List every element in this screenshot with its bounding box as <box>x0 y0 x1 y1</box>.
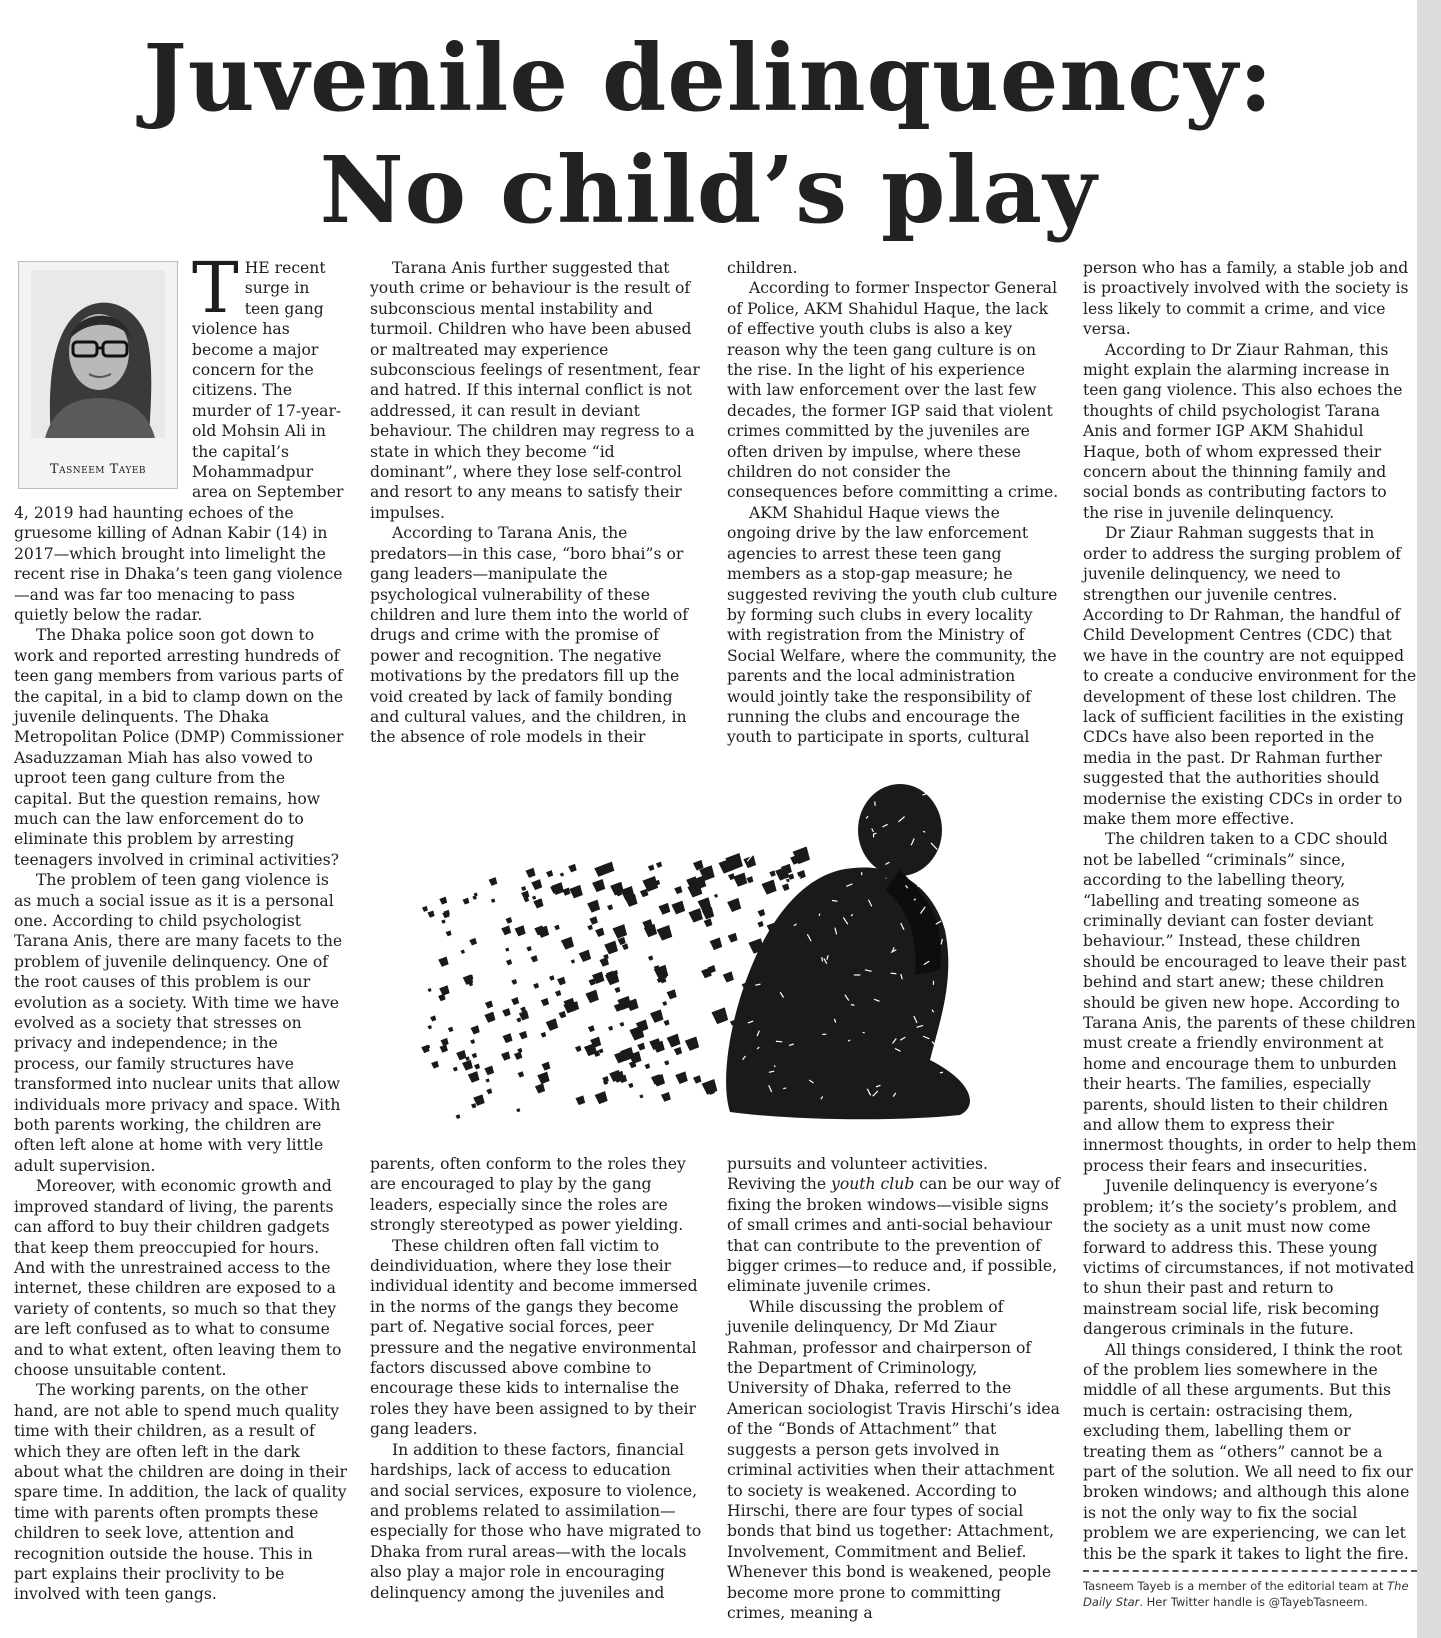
crack-line <box>822 957 823 961</box>
fragment <box>456 1050 466 1060</box>
fragment <box>727 898 741 912</box>
paragraph: parents, often conform to the roles they are encouraged to play by the gang leaders, especially since the roles are strongly stereotyped as power yielding. <box>370 1155 686 1235</box>
fragment <box>427 911 434 918</box>
fragment <box>588 1025 595 1032</box>
fragment <box>516 1108 520 1112</box>
crack-line <box>777 844 782 846</box>
fragment <box>501 1051 510 1060</box>
crack-line <box>941 799 944 800</box>
fragment <box>535 1083 545 1093</box>
fragment <box>505 947 509 951</box>
fragment <box>532 896 536 900</box>
fragment <box>733 873 747 887</box>
fragment <box>515 925 526 936</box>
fragment <box>469 938 477 946</box>
fragment <box>521 886 526 891</box>
fragment <box>639 1094 643 1098</box>
paragraph: In addition to these factors, financial hardships, lack of access to education and social services, exposure to violence, and problems related to assimilation—especially for those who have migrated to Dhaka from rural areas—with the locals also play a major role in encouraging delinquency among the juveniles and <box>370 1440 702 1602</box>
fragment <box>667 989 677 999</box>
crack-line <box>782 838 786 844</box>
fragment <box>561 937 574 950</box>
fragment <box>541 998 549 1006</box>
crack-line <box>767 841 772 842</box>
fragment <box>472 1053 478 1059</box>
fragment <box>614 987 620 993</box>
fragment <box>471 1025 480 1034</box>
fragment <box>546 1018 558 1030</box>
crack-line <box>832 900 837 901</box>
fragment <box>526 946 531 951</box>
fragment <box>468 1071 480 1083</box>
fragment <box>797 870 806 879</box>
fragment <box>489 877 498 886</box>
fragment <box>568 864 576 872</box>
author-portrait <box>18 261 178 489</box>
article-column-4 <box>1083 258 1417 1564</box>
fragment <box>704 918 713 927</box>
fragment <box>441 1038 449 1046</box>
fragment <box>664 1060 669 1065</box>
paragraph: person who has a family, a stable job and is proactively involved with the society is less likely to commit a crime, and vice versa. <box>1083 259 1409 339</box>
fragment <box>587 925 593 931</box>
paragraph: AKM Shahidul Haque views the ongoing drive by the law enforcement agencies to arrest these teen gang members as a stop-gap measure; he suggested reviving the youth club culture by forming such clubs in every locality with registration from the Ministry of Social Welfare, where the community, the parents and the local administration would jointly take the responsibility of running the clubs and encourage the youth to participate in sports, cultural <box>727 503 1058 747</box>
fragment <box>579 950 591 962</box>
fragment <box>533 898 543 908</box>
fragment <box>462 898 469 905</box>
fragment <box>514 1051 522 1059</box>
crack-line <box>792 822 798 826</box>
fragment <box>612 924 627 939</box>
crack-line <box>783 1088 786 1089</box>
crack-line <box>967 998 969 1001</box>
fragment <box>554 925 560 931</box>
fragment <box>667 1034 681 1048</box>
paragraph: The problem of teen gang violence is as much a social issue as it is a personal one. According to child psychologist Tarana Anis, there are many facets to the problem of juvenile delinquency. One of the root causes of this problem is our evolution as a society. With time we have evolved as a society that stresses on privacy and independence; in the process, our family structures have transformed into nuclear units that allow individuals more privacy and space. With both parents working, the children are often left alone at home with very little adult supervision. <box>14 871 343 1175</box>
fragment <box>648 864 655 871</box>
paragraph-text: HE recent surge in teen gang violence has become a major concern for the citizens. The murder of 17-year-old Mohsin Ali in the capital’s Mohammadpur area on September 4, 2019 had haunting echoes of the gruesome killing of Adnan Kabir (14) in 2017—which brought into limelight the recent rise in Dhaka’s teen gang violence—and was far too menacing to pass quietly below the radar. <box>14 259 344 624</box>
article-column-2-bottom <box>370 1154 704 1603</box>
paragraph: Tarana Anis further suggested that youth crime or behaviour is the result of subconscious mental instability and turmoil. Children who have been abused or maltreated may experience subconscious feelings of resentment, fear and hatred. If this internal conflict is not addressed, it can result in deviant behaviour. The children may regress to a state in which they become “id dominant”, where they lose self-control and resort to any means to satisfy their impulses. <box>370 259 700 522</box>
fragment <box>537 1072 549 1084</box>
paragraph-text: pursuits and volunteer activities. Reviving the <box>727 1155 988 1194</box>
crack-line <box>964 952 966 956</box>
crack-line <box>776 1041 782 1042</box>
crack-line <box>761 857 766 860</box>
paragraph: The children taken to a CDC should not be labelled “criminals” since, according to the labelling theory, “labelling and treating someone as criminally deviant can foster deviant behaviour.” Instead, these children should be encouraged to leave their past behind and start anew; these children should be given new hope. According to Tarana Anis, the parents of these children must create a friendly environment at home and encourage them to unburden their hearts. The families, especially parents, should listen to their children and allow them to express their innermost thoughts, in order to help them process their fears and insecurities. <box>1083 830 1417 1175</box>
headline-line-2: No child’s play <box>319 136 1098 244</box>
newspaper-name: The Daily Star <box>1083 1579 1409 1609</box>
fragment <box>604 941 618 955</box>
fragment <box>521 891 529 899</box>
paragraph: Moreover, with economic growth and improved standard of living, the parents can afford to buy their children gadgets that keep them preoccupied for hours. And with the unrestrained access to the internet, these children are exposed to a variety of contents, so much so that they are left confused as to what to consume and to what extent, often leaving them to choose unsuitable content. <box>14 1177 342 1379</box>
crack-line <box>967 1029 973 1032</box>
fragment <box>693 1075 701 1083</box>
fragment <box>589 916 598 925</box>
fragment <box>439 985 449 995</box>
fragment <box>599 957 609 967</box>
fragment <box>619 1022 624 1027</box>
fragment <box>710 937 723 950</box>
fragment <box>657 925 673 941</box>
article-column-2-top <box>370 258 704 748</box>
paragraph: According to Tarana Anis, the predators—in this case, “boro bhai”s or gang leaders—manipulate the psychological vulnerability of these children and lure them into the world of drugs and crime with the promise of power and recognition. The negative motivations by the predators fill up the void created by lack of family bonding and cultural values, and the children, in the absence of role models in their <box>370 524 689 747</box>
fragment <box>674 886 682 894</box>
fragment <box>446 930 452 936</box>
drop-cap: T <box>192 247 239 329</box>
fragment <box>474 1063 480 1069</box>
crack-line <box>774 834 776 838</box>
fragment <box>637 1043 645 1051</box>
crack-line <box>890 973 896 974</box>
fragment <box>758 909 766 917</box>
fragment <box>484 1012 495 1023</box>
article-column-1 <box>14 247 348 1605</box>
author-byline: Tasneem Tayeb <box>49 461 147 477</box>
fragment <box>518 1071 524 1077</box>
fragment <box>506 959 512 965</box>
crack-line <box>957 889 963 895</box>
fragment <box>569 885 582 898</box>
fragment <box>440 1044 448 1052</box>
fragment <box>571 959 575 963</box>
fragment <box>685 1037 699 1051</box>
crack-line <box>735 846 741 853</box>
crack-line <box>761 807 766 814</box>
crack-line <box>774 1065 775 1067</box>
author-note <box>1083 1578 1417 1610</box>
fragment <box>675 1071 688 1084</box>
page-edge-strip <box>1417 0 1441 1638</box>
crack-line <box>956 1063 963 1068</box>
paragraph: children. <box>727 259 798 277</box>
fragment <box>505 917 512 924</box>
fragment <box>462 1060 473 1071</box>
fragment <box>671 901 685 915</box>
fragment <box>438 957 448 967</box>
fragment <box>608 1026 613 1031</box>
fragment <box>711 1007 728 1024</box>
fragment <box>674 1047 682 1055</box>
paragraph: These children often fall victim to deindividuation, where they lose their individual identity and become immersed in the norms of the gangs they become part of. Negative social forces, peer pressure and the negative environmental factors discussed above combine to encourage these kids to internalise the roles they have been assigned to by their gang leaders. <box>370 1236 698 1439</box>
crack-line <box>787 814 792 816</box>
fragment <box>460 949 464 953</box>
crack-line <box>860 798 865 799</box>
fragment <box>658 903 670 915</box>
fragment <box>592 879 605 892</box>
author-note-divider <box>1083 1570 1417 1572</box>
fragment <box>453 1067 458 1072</box>
fragment <box>575 1095 585 1105</box>
fragment <box>511 979 517 985</box>
paragraph: According to former Inspector General of Police, AKM Shahidul Haque, the lack of effective youth clubs is also a key reason why the teen gang culture is on the rise. In the light of his experience with law enforcement over the last few decades, the former IGP said that violent crimes committed by the juveniles are often driven by impulse, where these children do not consider the consequences before committing a crime. <box>727 279 1059 502</box>
paragraph: While discussing the problem of juvenile delinquency, Dr Md Ziaur Rahman, professor and chairperson of the Department of Criminology, University of Dhaka, referred to the American sociologist Travis Hirschi’s idea of the “Bonds of Attachment” that suggests a person gets involved in criminal activities when their attachment to society is weakened. According to Hirschi, there are four types of social bonds that bind us together: Attachment, Involvement, Commitment and Belief. Whenever this bond is weakened, people become more prone to committing crimes, meaning a <box>727 1297 1060 1622</box>
crack-line <box>954 788 955 791</box>
fragment <box>757 921 763 927</box>
fragment <box>555 990 561 996</box>
fragment <box>746 876 753 883</box>
article-column-3-top <box>727 258 1061 748</box>
fragment <box>502 1033 512 1043</box>
fragment <box>743 855 756 868</box>
crack-line <box>949 795 951 799</box>
fragment <box>486 1088 492 1094</box>
fragment <box>782 883 790 891</box>
fragment <box>428 1025 432 1029</box>
paragraph: Juvenile delinquency is everyone’s problem; it’s the society’s problem, and the society as a unit must now come forward to address this. These young victims of circumstances, if not motivated to shun their past and return to mainstream social life, risk becoming dangerous criminals in the future. <box>1083 1177 1415 1339</box>
fragment <box>653 1074 665 1086</box>
fragment <box>714 894 718 898</box>
fragment <box>471 1103 476 1108</box>
fragment <box>533 983 539 989</box>
fragment <box>422 906 428 912</box>
fragment <box>560 872 564 876</box>
crack-line <box>748 850 753 855</box>
fragment <box>562 887 570 895</box>
author-note-text: . Her Twitter handle is @TayebTasneem. <box>1139 1595 1368 1609</box>
fragment <box>761 880 776 895</box>
crack-line <box>797 877 800 883</box>
figure-silhouette <box>726 784 970 1119</box>
crack-line <box>940 1072 943 1073</box>
fragment <box>557 977 566 986</box>
crack-line <box>923 831 925 832</box>
fragment <box>484 1066 494 1076</box>
fragment <box>542 1062 551 1071</box>
fragment <box>662 1001 667 1006</box>
fragment <box>456 1114 461 1119</box>
fragment <box>541 1032 547 1038</box>
fragment <box>595 928 604 937</box>
fragment <box>430 1015 436 1021</box>
fragment <box>531 955 538 962</box>
fragment <box>661 1092 671 1102</box>
paragraph: The Dhaka police soon got down to work and reported arresting hundreds of teen gang members from various parts of the capital, in a bid to clamp down on the juvenile delinquents. The Dhaka Metropolitan Police (DMP) Commissioner Asaduzzaman Miah has also vowed to uproot teen gang culture from the capital. But the question remains, how much can the law enforcement do to eliminate this problem by arresting teenagers involved in criminal activities? <box>14 626 344 869</box>
paragraph: According to Dr Ziaur Rahman, this might explain the alarming increase in teen gang violence. This also echoes the thoughts of child psychologist Tarana Anis and former IGP AKM Shahidul Haque, both of whom expressed their concern about the thinning family and social bonds as contributing factors to the rise in juvenile delinquency. <box>1083 340 1403 522</box>
fragment <box>525 868 535 878</box>
fragment <box>441 919 445 923</box>
fragment <box>607 904 613 910</box>
fragment <box>485 1000 493 1008</box>
crack-line <box>963 836 964 840</box>
fragment <box>516 1017 521 1022</box>
fragment <box>428 988 432 992</box>
shattered-figure-illustration <box>370 760 1060 1140</box>
fragment <box>645 1063 651 1069</box>
fragment <box>585 990 598 1003</box>
paragraph: All things considered, I think the root of the problem lies somewhere in the middle of all these arguments. But this much is certain: ostracising them, excluding them, labelling them or treating them as “others” cannot be a part of the solution. We all need to fix our broken windows; and although this alone is not the only way to fix the social problem we are experiencing, we can let this be the spark it takes to light the fire. <box>1083 1340 1413 1563</box>
fragment <box>559 1011 567 1019</box>
fragment <box>511 997 519 1005</box>
emphasis-text: youth club <box>831 1175 915 1194</box>
fragment <box>439 897 447 905</box>
fragment <box>610 882 624 896</box>
fragment <box>485 1078 489 1082</box>
crack-line <box>949 1010 953 1014</box>
fragment <box>501 925 511 935</box>
fragment <box>546 870 553 877</box>
crack-line <box>755 901 760 903</box>
crack-line <box>947 810 954 813</box>
fragment <box>595 1091 608 1104</box>
fragment <box>723 971 734 982</box>
crack-line <box>742 800 743 804</box>
crack-line <box>830 846 831 852</box>
crack-line <box>967 895 973 897</box>
fragment <box>663 1020 669 1026</box>
paragraph: The working parents, on the other hand, are not able to spend much quality time with their children, as a result of which they are often left in the dark about what the children are doing in their spare time. In addition, the lack of quality time with parents often prompts these children to seek love, attention and recognition outside the house. This in part explains their proclivity to be involved with teen gangs. <box>14 1381 347 1604</box>
paragraph: Dr Ziaur Rahman suggests that in order to address the surging problem of juvenile delinquency, we need to strengthen our juvenile centres. According to Dr Rahman, the handful of Child Development Centres (CDC) that we have in the country are not equipped to create a conducive environment for the development of these lost children. The lack of sufficient facilities in the existing CDCs have also been reported in the media in the past. Dr Rahman further suggested that the authorities should modernise the existing CDCs in order to make them more effective. <box>1083 524 1417 828</box>
crack-line <box>960 942 964 944</box>
fragment <box>575 1045 581 1051</box>
fragment <box>549 975 555 981</box>
fragment <box>470 1039 475 1044</box>
fragment <box>622 943 629 950</box>
fragment <box>650 1009 663 1022</box>
fragment <box>587 900 600 913</box>
fragment <box>502 1008 511 1017</box>
author-photo-icon <box>31 270 165 438</box>
author-note-text: Tasneem Tayeb is a member of the editorial team at <box>1083 1579 1388 1593</box>
crack-line <box>748 956 750 962</box>
fragment <box>728 933 738 943</box>
fragment <box>628 1083 633 1088</box>
crack-line <box>968 859 969 860</box>
fragment <box>648 955 653 960</box>
fragment <box>769 870 775 876</box>
fragment <box>531 879 542 890</box>
fragment <box>431 1061 439 1069</box>
article-column-3-bottom <box>727 1154 1061 1623</box>
fragment <box>491 898 495 902</box>
fragment <box>656 862 662 868</box>
headline-line-1: Juvenile delinquency: <box>143 24 1274 132</box>
fragment <box>448 1027 453 1032</box>
crack-line <box>851 1005 854 1006</box>
crack-line <box>961 929 968 934</box>
crack-line <box>850 816 856 822</box>
paragraph <box>727 1154 1061 1297</box>
fragment <box>519 1031 528 1040</box>
paragraph-text: can be our way of fixing the broken windows—visible signs of small crimes and anti-social behaviour that can contribute to the prevention of bigger crimes—to reduce and, if possible, eliminate juvenile crimes. <box>727 1175 1060 1296</box>
